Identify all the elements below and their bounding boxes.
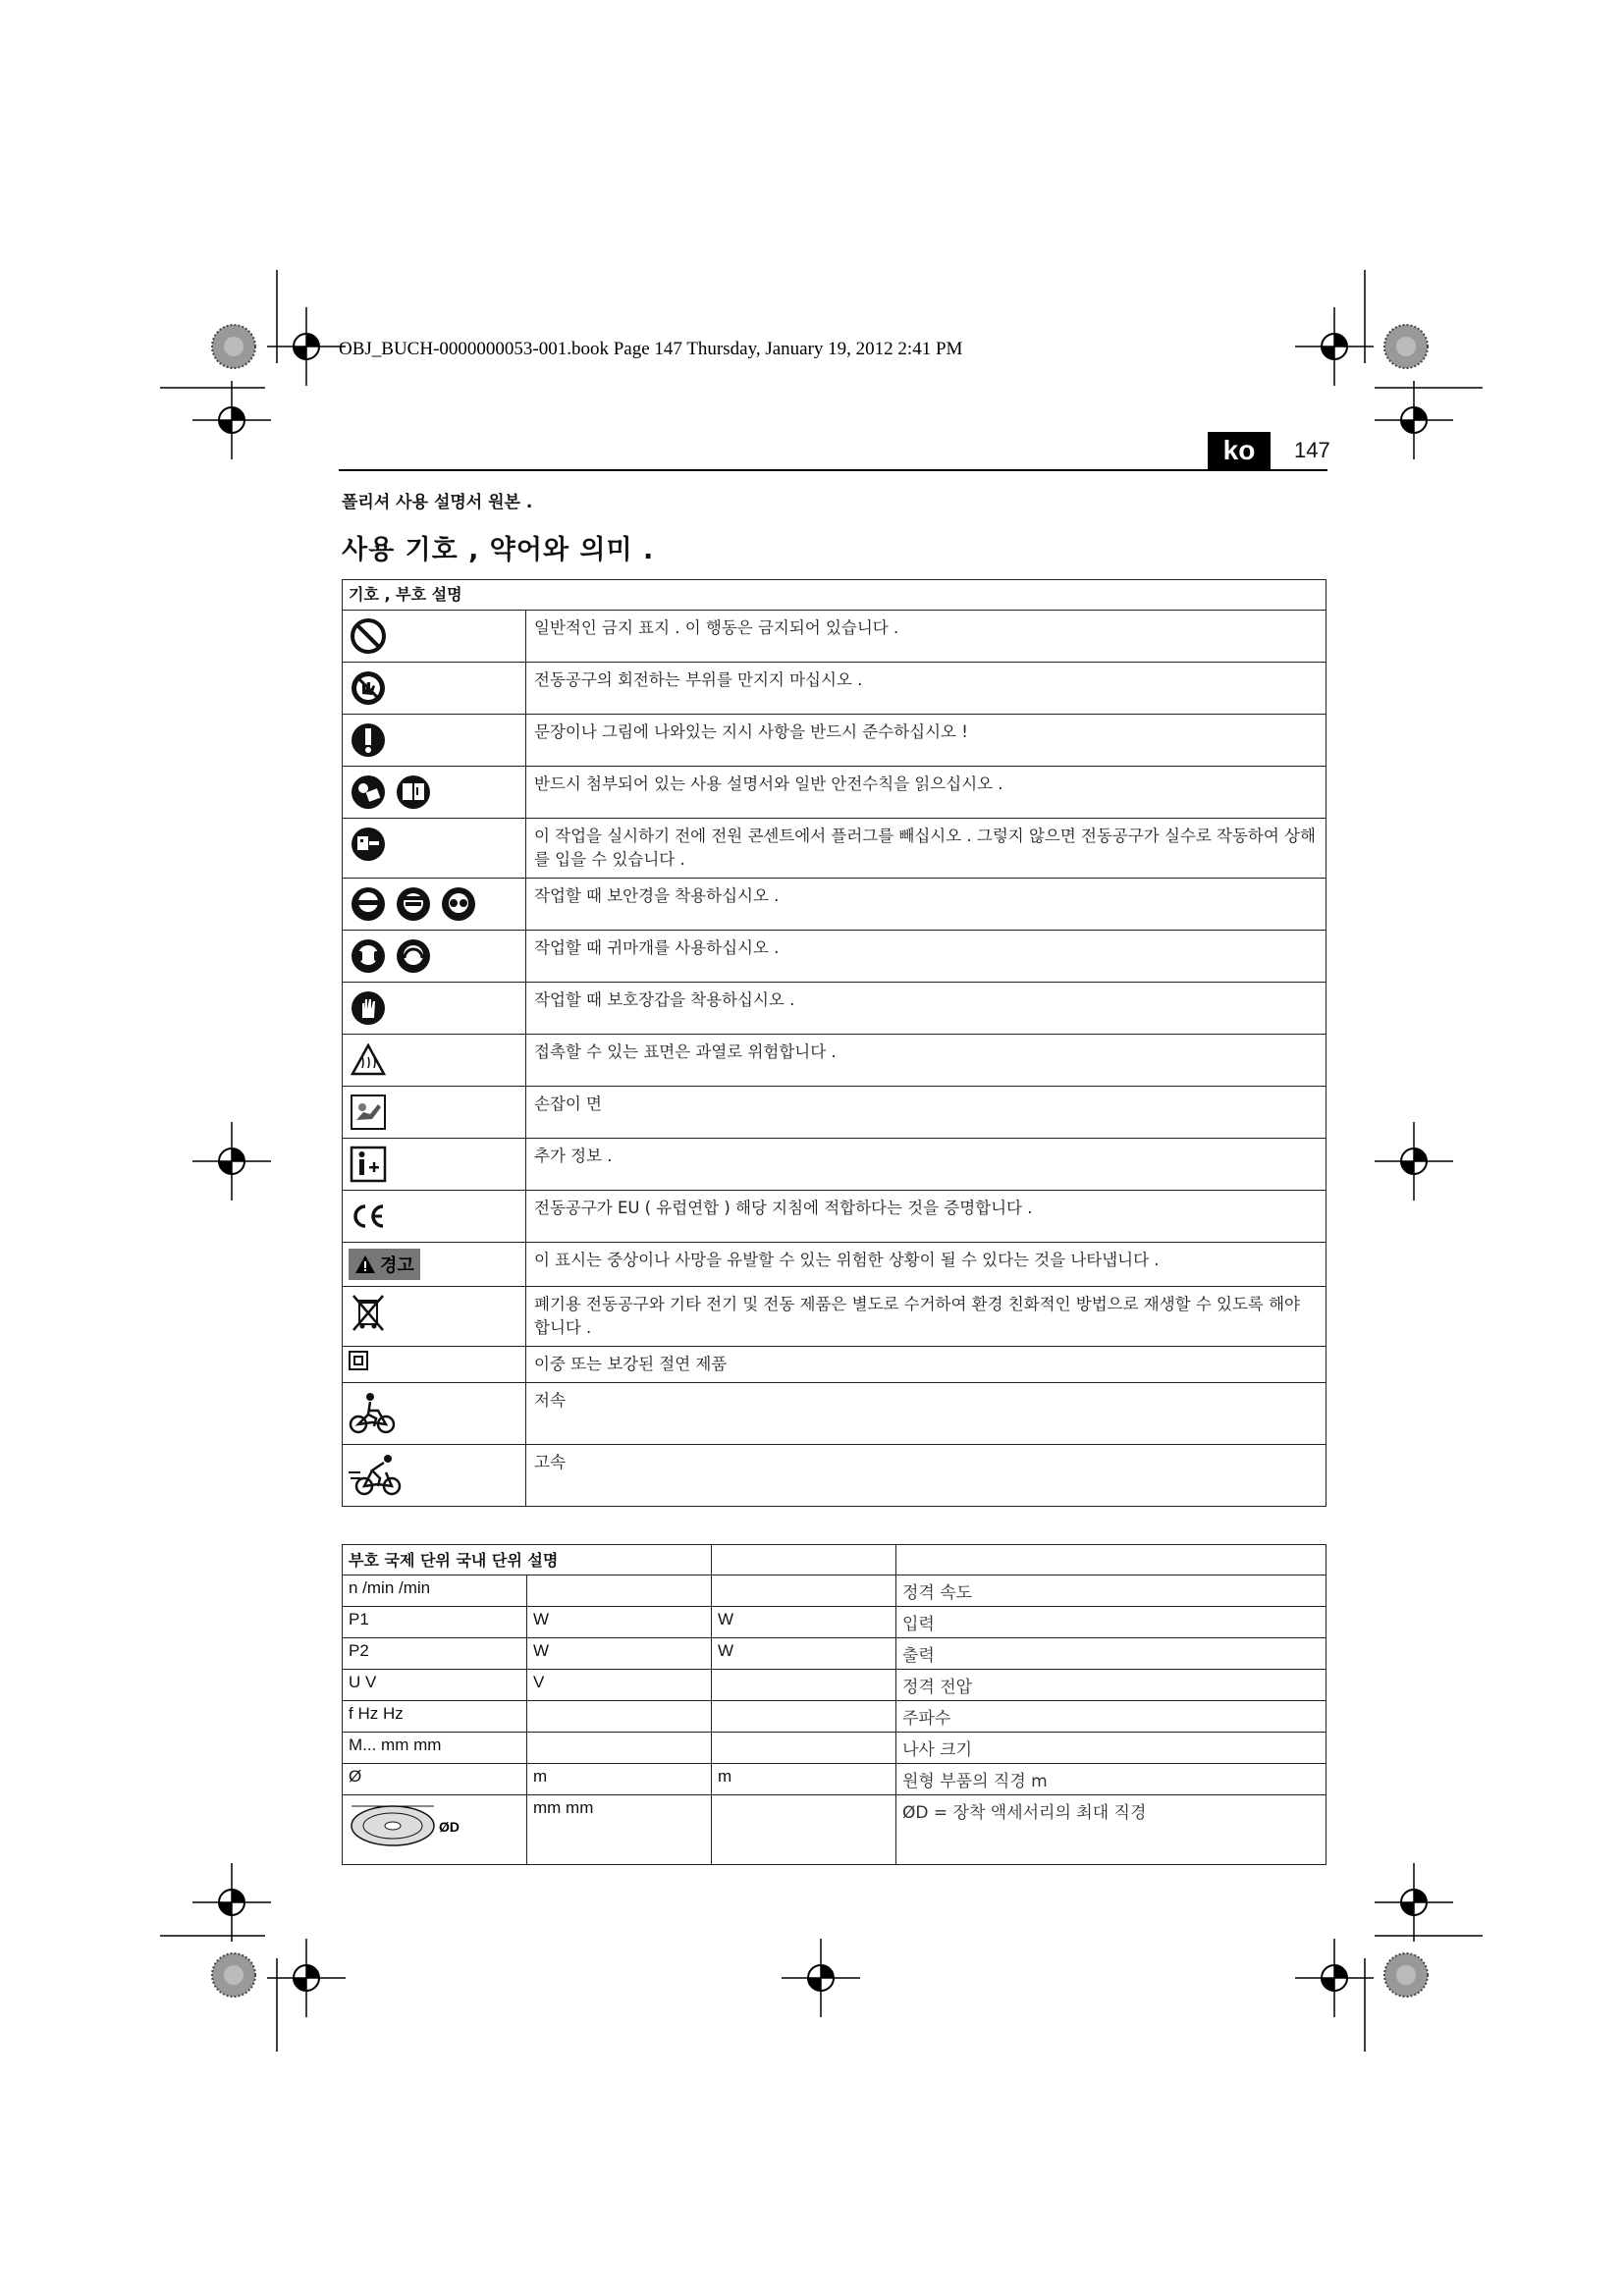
table-row (343, 1139, 1326, 1191)
unit-description: 주파수 (896, 1701, 1326, 1733)
table-row (343, 1087, 1326, 1139)
symbol-description: 문장이나 그림에 나와있는 지시 사항을 반드시 준수하십시오 ! (526, 715, 1326, 767)
table-row (343, 1638, 1326, 1670)
unit-table-header: 부호 국제 단위 국내 단위 설명 (343, 1545, 712, 1575)
unit-symbol: P1 (343, 1607, 527, 1638)
section-title: 사용 기호 , 약어와 의미 . (342, 535, 655, 565)
hot-surface-icon (349, 1041, 388, 1080)
page-number: 147 (1294, 438, 1330, 462)
table-row (343, 1191, 1326, 1243)
table-row (343, 1347, 1326, 1383)
symbol-description: 저속 (526, 1383, 1326, 1445)
symbol-description: 이 표시는 중상이나 사망을 유발할 수 있는 위험한 상황이 될 수 있다는 것을 나타냅니다 . (526, 1243, 1326, 1287)
unit-si (527, 1575, 712, 1607)
table-row (343, 879, 1326, 931)
table-row (343, 1701, 1326, 1733)
symbol-description: 고속 (526, 1445, 1326, 1507)
symbol-table-header: 기호 , 부호 설명 (343, 580, 1326, 611)
symbol-description: 작업할 때 귀마개를 사용하십시오 . (526, 931, 1326, 983)
unit-si: V (527, 1670, 712, 1701)
symbol-table (342, 579, 1326, 1507)
unit-national (712, 1670, 896, 1701)
unit-symbol: P2 (343, 1638, 527, 1670)
disc-diameter-icon (349, 1798, 466, 1853)
unit-description: 나사 크기 (896, 1733, 1326, 1764)
table-row (343, 1795, 1326, 1865)
table-row (343, 663, 1326, 715)
unit-symbol: U V (343, 1670, 527, 1701)
table-row (343, 611, 1326, 663)
language-tab: ko (1208, 432, 1271, 469)
unit-symbol: f Hz Hz (343, 1701, 527, 1733)
no-touch-rotating-icon (349, 668, 388, 708)
double-insulation-icon (349, 1351, 368, 1370)
table-row (343, 1035, 1326, 1087)
unit-si (527, 1733, 712, 1764)
unit-national (712, 1701, 896, 1733)
table-row (343, 1575, 1326, 1607)
unit-table-header-cell (712, 1545, 896, 1575)
running-header: OBJ_BUCH-0000000053-001.book Page 147 Thursday, January 19, 2012 2:41 PM (339, 339, 963, 359)
unit-si: mm mm (527, 1795, 712, 1865)
unit-symbol: M... mm mm (343, 1733, 527, 1764)
symbol-description: 이중 또는 보강된 절연 제품 (526, 1347, 1326, 1383)
table-row (343, 715, 1326, 767)
symbol-description: 전동공구의 회전하는 부위를 만지지 마십시오 . (526, 663, 1326, 715)
info-plus-icon (349, 1145, 388, 1184)
weee-bin-icon (349, 1293, 388, 1332)
gloves-icon (349, 988, 388, 1028)
document-subtitle: 폴리셔 사용 설명서 원본 . (342, 493, 533, 512)
unplug-icon (349, 825, 388, 864)
slow-cyclist-icon (349, 1389, 396, 1436)
face-shield-icon (394, 884, 433, 924)
table-row (343, 1670, 1326, 1701)
mandatory-exclamation-icon (349, 721, 388, 760)
unit-description: 원형 부품의 직경 m (896, 1764, 1326, 1795)
symbol-description: 접촉할 수 있는 표면은 과열로 위험합니다 . (526, 1035, 1326, 1087)
manual-book-icon (394, 773, 433, 812)
table-row (343, 819, 1326, 879)
table-header-row (343, 1545, 1326, 1575)
unit-symbol: n /min /min (343, 1575, 527, 1607)
table-header-row (343, 580, 1326, 611)
unit-si: m (527, 1764, 712, 1795)
header-rule (339, 469, 1327, 471)
symbol-description: 폐기용 전동공구와 기타 전기 및 전동 제품은 별도로 수거하여 환경 친화적인 방법으로 재생할 수 있도록 해야 합니다 . (526, 1287, 1326, 1347)
disc-diagram-cell (343, 1795, 527, 1865)
unit-description: 정격 전압 (896, 1670, 1326, 1701)
unit-national (712, 1795, 896, 1865)
symbol-description: 작업할 때 보호장갑을 착용하십시오 . (526, 983, 1326, 1035)
unit-si: W (527, 1607, 712, 1638)
table-row (343, 983, 1326, 1035)
symbol-description: 작업할 때 보안경을 착용하십시오 . (526, 879, 1326, 931)
symbol-description: 이 작업을 실시하기 전에 전원 콘센트에서 플러그를 빼십시오 . 그렇지 않으면 전동공구가 실수로 작동하여 상해를 입을 수 있습니다 . (526, 819, 1326, 879)
table-row (343, 1243, 1326, 1287)
table-row (343, 1764, 1326, 1795)
unit-symbol: Ø (343, 1764, 527, 1795)
table-row (343, 1445, 1326, 1507)
table-row (343, 931, 1326, 983)
unit-description: 정격 속도 (896, 1575, 1326, 1607)
unit-table-header-cell (896, 1545, 1326, 1575)
warning-badge-label: 경고 (380, 1255, 414, 1276)
unit-table (342, 1544, 1326, 1865)
unit-description: 입력 (896, 1607, 1326, 1638)
unit-national: W (712, 1638, 896, 1670)
table-row (343, 1383, 1326, 1445)
symbol-description: 손잡이 면 (526, 1087, 1326, 1139)
unit-description: 출력 (896, 1638, 1326, 1670)
symbol-description: 반드시 첨부되어 있는 사용 설명서와 일반 안전수칙을 읽으십시오 . (526, 767, 1326, 819)
warning-badge (349, 1249, 420, 1280)
unit-national: W (712, 1607, 896, 1638)
unit-description: ØD = 장착 액세서리의 최대 직경 (896, 1795, 1326, 1865)
unit-si (527, 1701, 712, 1733)
table-row (343, 1287, 1326, 1347)
table-row (343, 1733, 1326, 1764)
symbol-description: 추가 정보 . (526, 1139, 1326, 1191)
ear-protection-icon (349, 936, 388, 976)
unit-national: m (712, 1764, 896, 1795)
unit-national (712, 1575, 896, 1607)
prohibition-icon (349, 616, 388, 656)
goggles-icon (439, 884, 478, 924)
symbol-description: 일반적인 금지 표지 . 이 행동은 금지되어 있습니다 . (526, 611, 1326, 663)
ce-mark-icon (349, 1197, 388, 1236)
handle-grip-icon (349, 1093, 388, 1132)
symbol-description: 전동공구가 EU ( 유럽연합 ) 해당 지침에 적합하다는 것을 증명합니다 . (526, 1191, 1326, 1243)
read-manual-icon (349, 773, 388, 812)
unit-si: W (527, 1638, 712, 1670)
ear-muffs-icon (394, 936, 433, 976)
disc-diameter-label: ØD (439, 1819, 460, 1835)
unit-national (712, 1733, 896, 1764)
warning-badge-icon (354, 1255, 376, 1274)
eye-protection-icon (349, 884, 388, 924)
table-row (343, 1607, 1326, 1638)
fast-cyclist-icon (349, 1451, 404, 1498)
table-row (343, 767, 1326, 819)
